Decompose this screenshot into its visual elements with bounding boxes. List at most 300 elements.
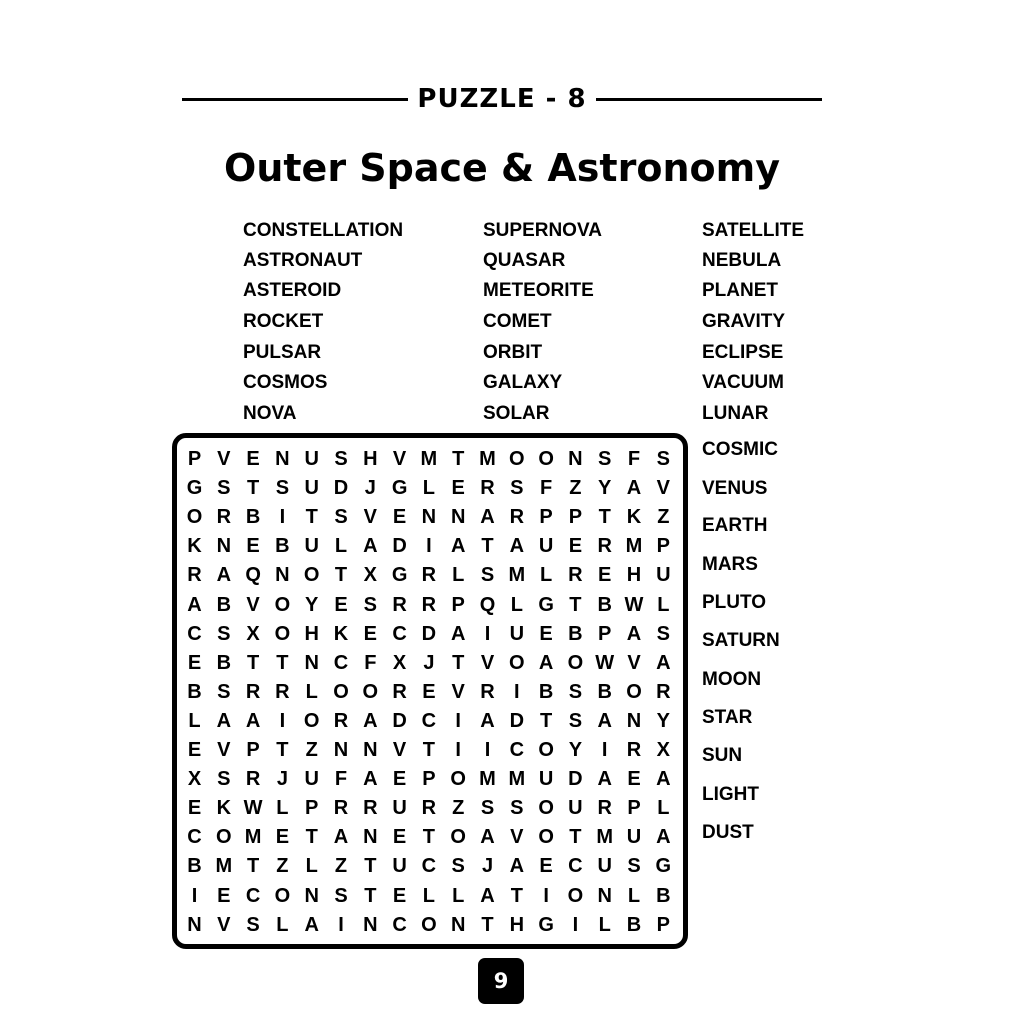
grid-cell: S <box>217 768 231 791</box>
grid-cell: I <box>543 884 549 907</box>
grid-cell: L <box>452 884 465 907</box>
grid-cell: C <box>392 622 407 645</box>
grid-cell: M <box>508 564 526 587</box>
grid-cell: A <box>538 651 554 674</box>
grid-cell: A <box>450 622 466 645</box>
grid-cell: I <box>455 709 461 732</box>
grid-cell: D <box>568 768 583 791</box>
grid-cell: S <box>627 855 641 878</box>
word-dust: DUST <box>702 822 754 843</box>
grid-cell: S <box>217 622 231 645</box>
grid-cell: B <box>187 680 202 703</box>
grid-cell: E <box>392 826 407 849</box>
grid-cell: V <box>656 477 670 500</box>
grid-cell: L <box>510 593 523 616</box>
grid-cell: P <box>656 913 670 936</box>
grid-cell: O <box>538 797 554 820</box>
grid-cell: A <box>304 913 319 936</box>
grid-cell: M <box>508 768 526 791</box>
grid-cell: X <box>392 651 407 674</box>
grid-cell: L <box>657 593 670 616</box>
grid-cell: A <box>597 709 612 732</box>
grid-cell: U <box>656 564 671 587</box>
grid-cell: R <box>656 680 671 703</box>
word-solar: SOLAR <box>483 403 550 424</box>
grid-cell: P <box>656 535 670 558</box>
grid-cell: M <box>625 535 643 558</box>
grid-cell: X <box>187 768 202 791</box>
grid-cell: W <box>624 593 644 616</box>
grid-cell: M <box>596 826 614 849</box>
grid-cell: T <box>305 826 318 849</box>
grid-cell: T <box>305 506 318 529</box>
grid-cell: C <box>245 884 261 907</box>
grid-cell: H <box>509 913 525 936</box>
grid-cell: O <box>450 768 466 791</box>
grid-cell: O <box>567 884 584 907</box>
grid-cell: E <box>451 477 465 500</box>
grid-cell: X <box>656 739 670 761</box>
grid-cell: O <box>216 826 232 849</box>
grid-cell: I <box>426 535 432 558</box>
grid-cell: A <box>656 826 671 849</box>
grid-cell: S <box>275 477 290 500</box>
grid-cell: P <box>305 797 319 820</box>
grid-cell: N <box>597 884 612 907</box>
grid-cell: I <box>191 884 198 907</box>
grid-cell: N <box>626 709 642 732</box>
grid-cell: V <box>480 651 495 674</box>
grid-cell: F <box>334 768 348 791</box>
grid-cell: R <box>421 797 437 820</box>
grid-cell: A <box>626 477 642 500</box>
grid-cell: G <box>391 477 408 500</box>
grid-cell: A <box>509 855 525 878</box>
grid-cell: O <box>450 826 466 849</box>
word-venus: VENUS <box>702 478 768 499</box>
word-cosmic: COSMIC <box>702 439 778 460</box>
grid-cell: O <box>186 506 203 529</box>
grid-cell: V <box>217 913 231 936</box>
grid-cell: O <box>567 651 584 674</box>
grid-cell: Y <box>305 593 319 616</box>
grid-cell: A <box>245 709 261 732</box>
grid-cell: T <box>569 593 582 616</box>
grid-cell: R <box>597 535 612 558</box>
grid-cell: E <box>187 797 202 820</box>
grid-cell: V <box>392 739 407 761</box>
puzzle-label: PUZZLE - 8 <box>417 84 587 114</box>
grid-cell: E <box>217 884 231 907</box>
grid-cell: S <box>451 855 465 878</box>
grid-cell: A <box>656 768 671 791</box>
word-nova: NOVA <box>243 403 297 424</box>
grid-cell: A <box>597 768 612 791</box>
grid-cell: A <box>363 768 378 791</box>
grid-cell: N <box>363 739 378 761</box>
grid-cell: M <box>244 826 262 849</box>
grid-cell: O <box>274 884 291 907</box>
word-satellite: SATELLITE <box>702 220 805 241</box>
grid-cell: D <box>333 477 349 500</box>
grid-cell: F <box>539 477 553 500</box>
word-meteorite: METEORITE <box>483 280 594 301</box>
grid-cell: U <box>392 797 407 820</box>
grid-cell: G <box>538 593 554 616</box>
grid-cell: R <box>245 680 261 703</box>
grid-cell: I <box>601 739 608 761</box>
grid-cell: T <box>510 884 523 907</box>
grid-cell: I <box>484 622 491 645</box>
grid-cell: S <box>510 797 524 820</box>
grid-cell: R <box>480 477 495 500</box>
grid-cell: S <box>246 913 260 936</box>
grid-cell: O <box>509 651 525 674</box>
word-moon: MOON <box>702 669 762 690</box>
grid-cell: E <box>363 622 377 645</box>
grid-cell: S <box>334 506 348 529</box>
word-gravity: GRAVITY <box>702 311 786 332</box>
grid-cell: A <box>480 506 495 529</box>
grid-cell: L <box>276 913 289 936</box>
grid-cell: N <box>450 913 466 936</box>
grid-cell: U <box>304 768 319 791</box>
grid-cell: P <box>451 593 465 616</box>
grid-cell: Z <box>305 739 318 761</box>
grid-cell: R <box>421 593 437 616</box>
grid-cell: Q <box>245 564 261 587</box>
grid-cell: Z <box>334 855 348 878</box>
grid-cell: P <box>568 506 583 529</box>
grid-cell: A <box>480 826 495 849</box>
grid-cell: T <box>364 855 377 878</box>
grid-cell: L <box>276 797 289 820</box>
grid-cell: L <box>539 564 553 587</box>
grid-cell: J <box>276 768 288 791</box>
grid-cell: B <box>245 506 261 529</box>
grid-cell: C <box>187 622 202 645</box>
grid-cell: N <box>363 826 378 849</box>
grid-cell: M <box>215 855 233 878</box>
grid-cell: U <box>568 797 583 820</box>
grid-cell: Y <box>598 477 612 500</box>
grid-cell: O <box>538 826 554 849</box>
word-vacuum: VACUUM <box>702 372 784 393</box>
grid-cell: B <box>568 622 583 645</box>
grid-cell: O <box>538 448 554 470</box>
grid-cell: A <box>216 564 232 587</box>
grid-cell: S <box>334 884 348 907</box>
grid-cell: L <box>188 709 201 732</box>
grid-cell: Z <box>452 797 465 820</box>
grid-cell: T <box>246 477 260 500</box>
grid-cell: Z <box>276 855 289 878</box>
grid-cell: N <box>333 739 349 761</box>
grid-cell: E <box>568 535 583 558</box>
grid-cell: L <box>422 884 435 907</box>
grid-cell: J <box>423 651 435 674</box>
grid-cell: U <box>509 622 525 645</box>
grid-cell: O <box>274 593 291 616</box>
grid-cell: N <box>187 913 202 936</box>
grid-cell: R <box>597 797 612 820</box>
grid-cell: R <box>216 506 232 529</box>
grid-cell: Q <box>479 593 496 616</box>
word-pluto: PLUTO <box>702 592 767 613</box>
grid-cell: R <box>626 739 642 761</box>
grid-cell: G <box>538 913 554 936</box>
grid-cell: R <box>245 768 261 791</box>
word-saturn: SATURN <box>702 630 780 651</box>
grid-cell: L <box>452 564 465 587</box>
grid-cell: S <box>656 622 670 645</box>
grid-cell: O <box>274 622 291 645</box>
grid-cell: N <box>450 506 466 529</box>
grid-cell: D <box>392 709 407 732</box>
grid-cell: V <box>246 593 260 616</box>
grid-cell: P <box>187 448 202 470</box>
grid-cell: R <box>363 797 378 820</box>
grid-cell: E <box>627 768 641 791</box>
grid-cell: W <box>595 651 615 674</box>
grid-cell: B <box>187 855 202 878</box>
grid-cell: T <box>246 651 260 674</box>
grid-cell: T <box>481 535 494 558</box>
grid-cell: S <box>480 797 495 820</box>
letter-grid <box>180 445 677 939</box>
grid-cell: T <box>276 651 289 674</box>
grid-cell: P <box>539 506 553 529</box>
grid-cell: D <box>392 535 407 558</box>
grid-cell: S <box>217 680 231 703</box>
grid-cell: B <box>597 593 612 616</box>
grid-cell: U <box>597 855 612 878</box>
grid-cell: A <box>363 709 378 732</box>
grid-cell: V <box>392 448 407 470</box>
grid-cell: A <box>450 535 466 558</box>
grid-cell: A <box>509 535 525 558</box>
grid-cell: B <box>216 651 232 674</box>
word-comet: COMET <box>483 311 552 332</box>
grid-cell: N <box>568 448 583 470</box>
grid-cell: I <box>338 913 344 936</box>
word-astronaut: ASTRONAUT <box>243 250 363 271</box>
grid-cell: O <box>509 448 525 470</box>
grid-cell: B <box>656 884 671 907</box>
grid-cell: O <box>333 680 349 703</box>
grid-cell: E <box>187 739 202 761</box>
grid-cell: T <box>246 855 260 878</box>
grid-cell: E <box>187 651 202 674</box>
word-asteroid: ASTEROID <box>243 280 342 301</box>
grid-cell: S <box>363 593 377 616</box>
grid-cell: K <box>626 506 642 529</box>
grid-cell: E <box>246 535 260 558</box>
grid-cell: E <box>392 884 407 907</box>
grid-cell: C <box>568 855 583 878</box>
grid-cell: O <box>303 564 320 587</box>
grid-cell: E <box>246 448 260 470</box>
grid-cell: O <box>421 913 437 936</box>
word-nebula: NEBULA <box>702 250 782 271</box>
grid-cell: N <box>304 884 319 907</box>
grid-cell: X <box>246 622 260 645</box>
word-supernova: SUPERNOVA <box>483 220 602 241</box>
grid-cell: P <box>422 768 436 791</box>
grid-cell: B <box>275 535 290 558</box>
grid-cell: C <box>392 913 407 936</box>
grid-cell: U <box>304 477 319 500</box>
grid-cell: S <box>656 448 670 470</box>
grid-cell: E <box>392 768 407 791</box>
grid-cell: N <box>304 651 319 674</box>
grid-cell: I <box>572 913 579 936</box>
grid-cell: T <box>364 884 377 907</box>
grid-cell: B <box>626 913 642 936</box>
grid-cell: S <box>568 680 583 703</box>
grid-cell: V <box>217 448 231 470</box>
grid-cell: S <box>568 709 583 732</box>
word-lunar: LUNAR <box>702 403 769 424</box>
grid-cell: J <box>364 477 376 500</box>
grid-cell: B <box>597 680 612 703</box>
grid-cell: V <box>217 739 231 761</box>
grid-cell: H <box>626 564 642 587</box>
grid-cell: S <box>334 448 348 470</box>
grid-cell: I <box>455 739 461 761</box>
grid-cell: A <box>187 593 202 616</box>
grid-cell: W <box>243 797 263 820</box>
grid-cell: E <box>539 855 553 878</box>
grid-cell: T <box>539 709 553 732</box>
grid-cell: N <box>363 913 378 936</box>
grid-cell: A <box>363 535 378 558</box>
grid-cell: U <box>304 448 319 470</box>
grid-cell: D <box>509 709 525 732</box>
grid-cell: E <box>392 506 407 529</box>
grid-cell: T <box>452 651 465 674</box>
grid-cell: O <box>362 680 379 703</box>
grid-cell: C <box>509 739 525 761</box>
grid-cell: S <box>480 564 495 587</box>
grid-cell: L <box>598 913 611 936</box>
grid-cell: G <box>391 564 408 587</box>
page-title: Outer Space & Astronomy <box>224 146 780 190</box>
grid-cell: T <box>598 506 611 529</box>
grid-cell: S <box>217 477 231 500</box>
grid-cell: A <box>480 709 495 732</box>
grid-cell: H <box>363 448 378 470</box>
grid-cell: R <box>509 506 525 529</box>
grid-cell: P <box>246 739 260 761</box>
grid-cell: T <box>422 826 435 849</box>
grid-cell: K <box>216 797 232 820</box>
grid-cell: S <box>598 448 612 470</box>
grid-cell: I <box>279 709 286 732</box>
grid-cell: T <box>481 913 494 936</box>
grid-cell: I <box>279 506 286 529</box>
grid-cell: V <box>451 680 465 703</box>
grid-cell: R <box>187 564 202 587</box>
word-star: STAR <box>702 707 753 728</box>
grid-cell: Z <box>657 506 670 529</box>
word-cosmos: COSMOS <box>243 372 328 393</box>
grid-cell: A <box>626 622 642 645</box>
grid-cell: N <box>421 506 437 529</box>
header-rule-right <box>596 98 822 101</box>
grid-cell: N <box>216 535 232 558</box>
grid-cell: R <box>275 680 290 703</box>
grid-cell: P <box>598 622 612 645</box>
grid-cell: U <box>626 826 642 849</box>
grid-cell: E <box>275 826 290 849</box>
grid-cell: V <box>363 506 377 529</box>
grid-cell: O <box>626 680 642 703</box>
grid-cell: E <box>598 564 612 587</box>
grid-cell: B <box>538 680 554 703</box>
word-rocket: ROCKET <box>243 311 324 332</box>
grid-cell: V <box>627 651 641 674</box>
grid-cell: K <box>187 535 202 558</box>
page-number-badge: 9 <box>478 958 524 1004</box>
grid-cell: T <box>276 739 289 761</box>
word-constellation: CONSTELLATION <box>243 220 404 241</box>
grid-cell: B <box>216 593 232 616</box>
grid-cell: I <box>514 680 520 703</box>
word-sun: SUN <box>702 745 743 766</box>
grid-cell: L <box>334 535 348 558</box>
grid-cell: K <box>333 622 349 645</box>
grid-cell: J <box>481 855 494 878</box>
grid-cell: U <box>538 768 554 791</box>
word-quasar: QUASAR <box>483 250 566 271</box>
word-earth: EARTH <box>702 515 768 536</box>
grid-cell: F <box>627 448 641 470</box>
grid-cell: O <box>303 709 320 732</box>
grid-cell: M <box>479 448 496 470</box>
grid-cell: O <box>538 739 554 761</box>
grid-cell: R <box>333 797 349 820</box>
grid-cell: Y <box>568 739 583 761</box>
grid-cell: Z <box>569 477 582 500</box>
grid-cell: U <box>392 855 407 878</box>
grid-cell: U <box>538 535 554 558</box>
word-orbit: ORBIT <box>483 342 543 363</box>
grid-cell: P <box>627 797 641 820</box>
grid-cell: A <box>656 651 671 674</box>
grid-cell: C <box>333 651 349 674</box>
grid-cell: N <box>275 448 290 470</box>
grid-cell: T <box>334 564 348 587</box>
grid-cell: T <box>569 826 582 849</box>
grid-cell: A <box>216 709 232 732</box>
word-mars: MARS <box>702 554 758 575</box>
grid-cell: L <box>657 797 670 820</box>
word-planet: PLANET <box>702 280 778 301</box>
grid-cell: L <box>422 477 435 500</box>
grid-cell: R <box>568 564 583 587</box>
grid-cell: U <box>304 535 319 558</box>
grid-cell: R <box>333 709 349 732</box>
grid-cell: E <box>539 622 553 645</box>
grid-cell: M <box>479 768 496 791</box>
grid-cell: C <box>421 709 437 732</box>
word-eclipse: ECLIPSE <box>702 342 784 363</box>
grid-cell: E <box>422 680 436 703</box>
grid-cell: L <box>305 680 318 703</box>
grid-cell: F <box>364 651 377 674</box>
grid-cell: M <box>420 448 438 470</box>
